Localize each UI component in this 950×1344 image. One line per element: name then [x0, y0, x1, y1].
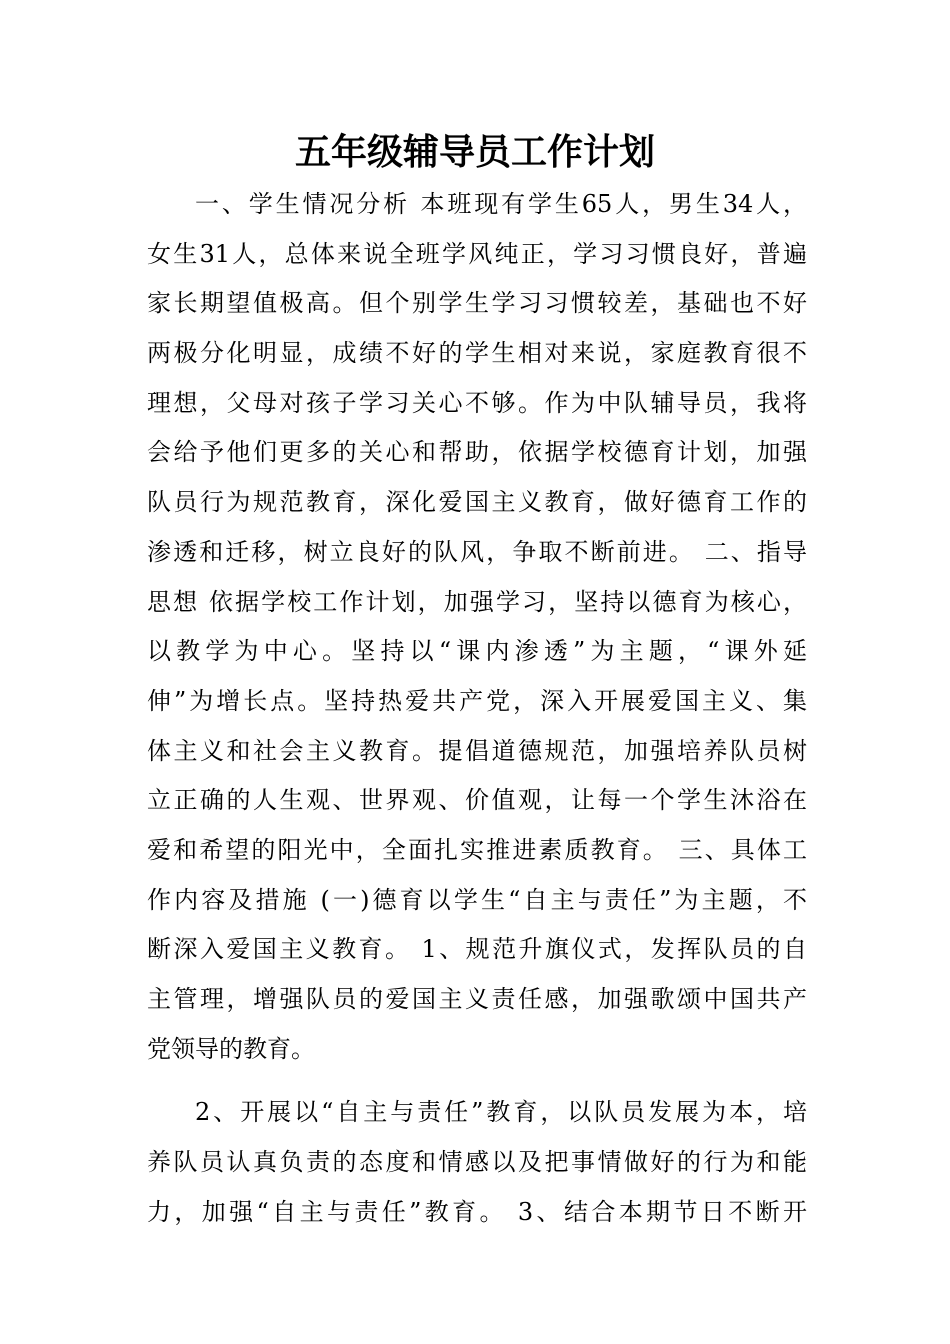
text-line: 队员行为规范教育，深化爱国主义教育，做好德育工作的 [147, 488, 807, 517]
text-line: 家长期望值极高。但个别学生学习习惯较差，基础也不好 [147, 289, 807, 318]
text-line: 理想，父母对孩子学习关心不够。作为中队辅导员，我将 [147, 388, 807, 417]
text-line: 力，加强“自主与责任”教育。 3、结合本期节日不断开 [147, 1197, 807, 1226]
document-title: 五年级辅导员工作计划 [294, 132, 655, 173]
text-line: 一、学生情况分析 本班现有学生65人，男生34人， [195, 190, 807, 218]
text-line: 作内容及措施 (一)德育以学生“自主与责任”为主题，不 [147, 885, 807, 914]
text-line: 伸”为增长点。坚持热爱共产党，深入开展爱国主义、集 [147, 686, 807, 715]
text-line: 主管理，增强队员的爱国主义责任感，加强歌颂中国共产 [147, 985, 807, 1013]
text-line: 立正确的人生观、世界观、价值观，让每一个学生沐浴在 [147, 786, 807, 815]
text-line: 会给予他们更多的关心和帮助，依据学校德育计划，加强 [147, 438, 807, 467]
text-line: 女生31人，总体来说全班学风纯正，学习习惯良好，普遍 [147, 239, 807, 268]
text-line: 断深入爱国主义教育。 1、规范升旗仪式，发挥队员的自 [147, 935, 807, 964]
document-body [147, 180, 807, 1237]
paragraph-2 [147, 1088, 807, 1237]
text-line: 以教学为中心。坚持以“课内渗透”为主题，“课外延 [147, 637, 807, 666]
text-line: 2、开展以“自主与责任”教育，以队员发展为本，培 [195, 1098, 807, 1127]
paragraph-1 [147, 180, 807, 1074]
text-line: 党领导的教育。 [147, 1034, 315, 1063]
text-line: 爱和希望的阳光中，全面扎实推进素质教育。 三、具体工 [147, 835, 807, 864]
text-line: 思想 依据学校工作计划，加强学习，坚持以德育为核心， [147, 587, 807, 616]
paragraph-spacer [147, 1074, 807, 1088]
text-line: 体主义和社会主义教育。提倡道德规范，加强培养队员树 [147, 736, 807, 765]
text-line: 渗透和迁移，树立良好的队风，争取不断前进。 二、指导 [147, 537, 807, 566]
text-line: 两极分化明显，成绩不好的学生相对来说，家庭教育很不 [147, 339, 807, 368]
text-line: 养队员认真负责的态度和情感以及把事情做好的行为和能 [147, 1148, 807, 1177]
